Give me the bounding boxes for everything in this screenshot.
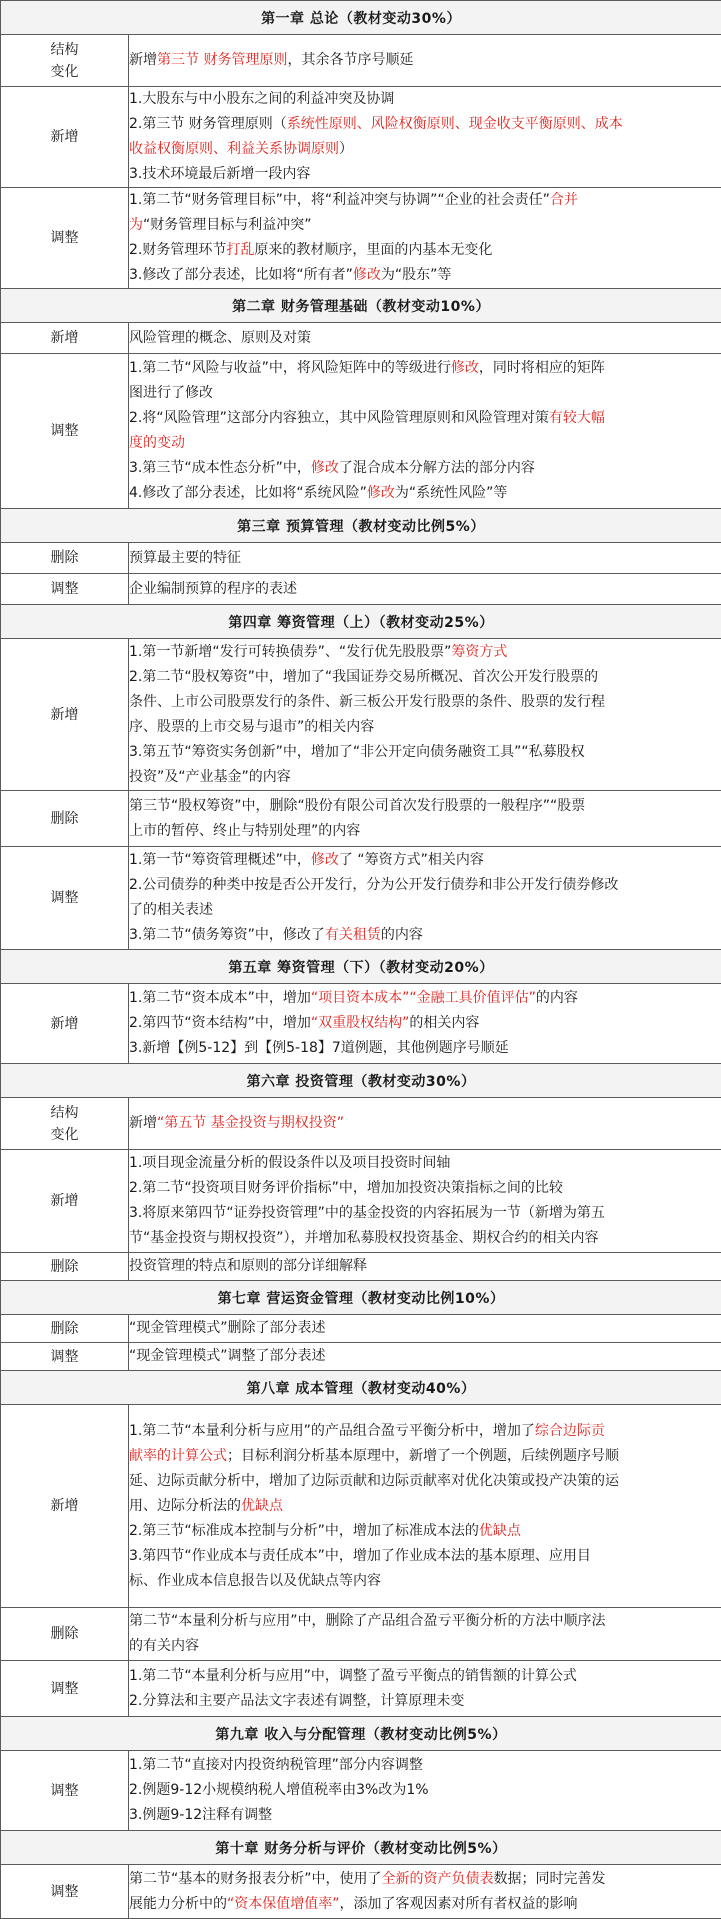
category-label: 新增 — [1, 1495, 128, 1517]
content-text: 3.第四节“作业成本与责任成本”中，增加了作业成本法的基本原理、应用目 — [129, 1548, 591, 1564]
highlighted-text: “资本保值增值率” — [227, 1896, 340, 1912]
change-row — [1, 87, 721, 188]
category-label: 变化 — [1, 1124, 128, 1146]
content-text: 新增 — [129, 1115, 157, 1131]
content-line — [129, 1609, 721, 1634]
change-content — [129, 1098, 721, 1150]
category-label: 调整 — [1, 1346, 128, 1368]
content-text: 第三节“股权筹资”中，删除“股份有限公司首次发行股票的一般程序”“股票 — [129, 798, 585, 814]
chapter-title: 第四章 筹资管理（上）（教材变动25%） — [1, 605, 721, 639]
highlighted-text: 收益权衡原则、利益关系协调原则 — [129, 141, 339, 157]
change-category — [1, 87, 129, 188]
content-line — [129, 1444, 721, 1469]
change-category — [1, 1315, 129, 1343]
highlighted-text: “项目资本成本”“金融工具价值评估” — [311, 990, 536, 1006]
content-text: 1.大股东与中小股东之间的利益冲突及协调 — [129, 91, 394, 107]
change-row — [1, 984, 721, 1064]
content-text: ） — [339, 141, 353, 157]
chapter-header-row — [1, 289, 721, 323]
chapter-title: 第九章 收入与分配管理（教材变动比例5%） — [1, 1717, 721, 1751]
content-text: 节“基金投资与期权投资”），并增加私募股权投资基金、期权合约的相关内容 — [129, 1230, 599, 1246]
content-line — [129, 577, 721, 602]
content-line — [129, 456, 721, 481]
highlighted-text: 综合边际贡 — [535, 1423, 605, 1439]
content-text: 了 “筹资方式”相关内容 — [339, 852, 484, 868]
content-line — [129, 356, 721, 381]
change-category — [1, 574, 129, 605]
content-text: 2.第二节“投资项目财务评价指标”中，增加加投资决策指标之间的比较 — [129, 1180, 563, 1196]
content-text: 2.第四节“资本结构”中，增加 — [129, 1015, 311, 1031]
content-text: ；目标利润分析基本原理中，新增了一个例题，后续例题序号顺 — [227, 1448, 619, 1464]
content-line — [129, 381, 721, 406]
content-line — [129, 1176, 721, 1201]
content-line — [129, 1867, 721, 1892]
category-label: 调整 — [1, 1881, 128, 1903]
change-content — [129, 1315, 721, 1343]
content-line — [129, 137, 721, 162]
highlighted-text: 打乱 — [226, 242, 254, 258]
content-text: 延、边际贡献分析中，增加了边际贡献和边际贡献率对优化决策或投产决策的运 — [129, 1473, 619, 1489]
content-text: 1.第一节“筹资管理概述”中， — [129, 852, 311, 868]
change-category — [1, 1751, 129, 1831]
chapter-title: 第八章 成本管理（教材变动40%） — [1, 1371, 721, 1405]
highlighted-text: 优缺点 — [241, 1498, 283, 1514]
category-label: 结构 — [1, 39, 128, 61]
content-line — [129, 162, 721, 187]
content-line — [129, 263, 721, 288]
chapter-header-row — [1, 1, 721, 35]
content-line — [129, 740, 721, 765]
highlighted-text: 有关租赁 — [325, 927, 381, 943]
content-text: 3.第三节“成本性态分析”中， — [129, 460, 311, 476]
change-content — [129, 574, 721, 605]
change-category — [1, 323, 129, 354]
change-row — [1, 791, 721, 847]
content-line — [129, 1111, 721, 1136]
change-content — [129, 188, 721, 289]
chapter-header-row — [1, 1064, 721, 1098]
change-row — [1, 188, 721, 289]
content-line — [129, 1469, 721, 1494]
category-label: 调整 — [1, 420, 128, 442]
category-label: 调整 — [1, 887, 128, 909]
highlighted-text: 有较大幅 — [549, 410, 605, 426]
content-line — [129, 1664, 721, 1689]
highlighted-text: 修改 — [451, 360, 479, 376]
highlighted-text: 献率的计算公式 — [129, 1448, 227, 1464]
content-text: 原来的教材顺序，里面的内基本无变化 — [254, 242, 492, 258]
change-row — [1, 639, 721, 791]
change-content — [129, 354, 721, 509]
content-text: 图进行了修改 — [129, 385, 213, 401]
category-label: 结构 — [1, 1102, 128, 1124]
change-category — [1, 1150, 129, 1253]
content-text: 1.第二节“资本成本”中，增加 — [129, 990, 311, 1006]
chapter-title: 第三章 预算管理（教材变动比例5%） — [1, 509, 721, 543]
change-row — [1, 847, 721, 950]
content-line — [129, 1226, 721, 1251]
change-content — [129, 87, 721, 188]
category-label: 删除 — [1, 808, 128, 830]
chapter-header-row — [1, 1717, 721, 1751]
change-category — [1, 791, 129, 847]
content-text: 企业编制预算的程序的表述 — [129, 581, 297, 597]
content-line — [129, 1892, 721, 1917]
change-row — [1, 35, 721, 87]
content-text: 2.第二节“股权筹资”中，增加了“我国证券交易所概况、首次公开发行股票的 — [129, 669, 598, 685]
content-text: 第二节“本量利分析与应用”中，删除了产品组合盈亏平衡分析的方法中顺序法 — [129, 1613, 606, 1629]
content-text: 为“股东”等 — [381, 267, 452, 283]
content-text: 3.将原来第四节“证券投资管理”中的基金投资的内容拓展为一节（新增为第五 — [129, 1205, 605, 1221]
change-category — [1, 1405, 129, 1608]
category-label: 调整 — [1, 1780, 128, 1802]
change-content — [129, 1608, 721, 1661]
content-text: 2.公司债券的种类中按是否公开发行，分为公开发行债券和非公开发行债券修改 — [129, 877, 618, 893]
change-row — [1, 574, 721, 605]
content-text: 预算最主要的特征 — [129, 550, 241, 566]
change-category — [1, 847, 129, 950]
content-text: ，同时将相应的矩阵 — [479, 360, 605, 376]
change-row — [1, 354, 721, 509]
content-text: 4.修改了部分表述，比如将“系统风险” — [129, 485, 367, 501]
content-text: 投资”及“产业基金”的内容 — [129, 769, 291, 785]
chapter-header-row — [1, 1831, 721, 1865]
content-text: 标、作业成本信息报告以及优缺点等内容 — [129, 1573, 381, 1589]
chapter-title: 第七章 营运资金管理（教材变动比例10%） — [1, 1281, 721, 1315]
highlighted-text: 筹资方式 — [451, 644, 507, 660]
content-text: 3.第五节“筹资实务创新”中，增加了“非公开定向债务融资工具”“私募股权 — [129, 744, 585, 760]
content-line — [129, 1494, 721, 1519]
change-content — [129, 984, 721, 1064]
chapter-header-row — [1, 605, 721, 639]
content-text: 数据；同时完善发 — [494, 1871, 606, 1887]
change-category — [1, 188, 129, 289]
chapter-header-row — [1, 1281, 721, 1315]
change-row — [1, 1661, 721, 1717]
category-label: 变化 — [1, 61, 128, 83]
content-text: 1.项目现金流量分析的假设条件以及项目投资时间轴 — [129, 1155, 450, 1171]
category-label: 新增 — [1, 327, 128, 349]
content-line — [129, 665, 721, 690]
change-row — [1, 1751, 721, 1831]
chapter-header-row — [1, 1371, 721, 1405]
category-label: 新增 — [1, 704, 128, 726]
change-content — [129, 791, 721, 847]
content-text: 3.例题9-12注释有调整 — [129, 1807, 272, 1823]
highlighted-text: 修改 — [353, 267, 381, 283]
category-label: 删除 — [1, 547, 128, 569]
change-category — [1, 1098, 129, 1150]
change-category — [1, 1661, 129, 1717]
content-line — [129, 819, 721, 844]
content-text: 1.第二节“风险与收益”中，将风险矩阵中的等级进行 — [129, 360, 451, 376]
category-label: 调整 — [1, 1678, 128, 1700]
content-line — [129, 431, 721, 456]
content-line — [129, 1803, 721, 1828]
change-category — [1, 35, 129, 87]
highlighted-text: 修改 — [311, 460, 339, 476]
content-text: 第二节“基本的财务报表分析”中，使用了 — [129, 1871, 382, 1887]
content-line — [129, 986, 721, 1011]
change-row — [1, 1608, 721, 1661]
chapter-title: 第六章 投资管理（教材变动30%） — [1, 1064, 721, 1098]
content-line — [129, 481, 721, 506]
category-label: 调整 — [1, 578, 128, 600]
change-category — [1, 1253, 129, 1281]
content-text: 条件、上市公司股票发行的条件、新三板公开发行股票的条件、股票的发行程 — [129, 694, 605, 710]
highlighted-text: 优缺点 — [479, 1523, 521, 1539]
highlighted-text: 全新的资产负债表 — [382, 1871, 494, 1887]
content-text: 2.分算法和主要产品法文字表述有调整，计算原理未变 — [129, 1693, 464, 1709]
chapter-header-row — [1, 509, 721, 543]
category-label: 新增 — [1, 126, 128, 148]
content-text: “现金管理模式”调整了部分表述 — [129, 1348, 326, 1364]
content-text: 为“系统性风险”等 — [395, 485, 508, 501]
content-line — [129, 1201, 721, 1226]
content-line — [129, 1011, 721, 1036]
change-row — [1, 323, 721, 354]
category-label: 删除 — [1, 1256, 128, 1278]
content-line — [129, 1778, 721, 1803]
chapter-title: 第一章 总论（教材变动30%） — [1, 1, 721, 35]
content-line — [129, 48, 721, 73]
highlighted-text: 合并 — [550, 192, 578, 208]
change-content — [129, 543, 721, 574]
chapter-title: 第十章 财务分析与评价（教材变动比例5%） — [1, 1831, 721, 1865]
content-text: 3.修改了部分表述，比如将“所有者” — [129, 267, 353, 283]
change-content — [129, 1253, 721, 1281]
content-text: 风险管理的概念、原则及对策 — [129, 330, 311, 346]
change-content — [129, 1865, 721, 1919]
chapter-title: 第二章 财务管理基础（教材变动10%） — [1, 289, 721, 323]
content-line — [129, 640, 721, 665]
highlighted-text: “双重股权结构” — [311, 1015, 410, 1031]
content-text: 了的相关表述 — [129, 902, 213, 918]
highlighted-text: 修改 — [311, 852, 339, 868]
content-line — [129, 546, 721, 571]
content-text: 展能力分析中的 — [129, 1896, 227, 1912]
content-text: 3.第二节“债务筹资”中，修改了 — [129, 927, 325, 943]
content-line — [129, 873, 721, 898]
change-category — [1, 1343, 129, 1371]
chapter-title: 第五章 筹资管理（下）（教材变动20%） — [1, 950, 721, 984]
category-label: 删除 — [1, 1318, 128, 1340]
highlighted-text: 为 — [129, 217, 143, 233]
content-line — [129, 213, 721, 238]
change-category — [1, 543, 129, 574]
highlighted-text: 系统性原则、风险权衡原则、现金收支平衡原则、成本 — [287, 116, 623, 132]
content-text: 2.例题9-12小规模纳税人增值税率由3%改为1% — [129, 1782, 429, 1798]
change-category — [1, 639, 129, 791]
highlighted-text: “第五节 基金投资与期权投资” — [157, 1115, 344, 1131]
chapter-header-row — [1, 950, 721, 984]
category-label: 新增 — [1, 1013, 128, 1035]
content-line — [129, 1753, 721, 1778]
content-text: 2.第三节“标准成本控制与分析”中，增加了标准成本法的 — [129, 1523, 479, 1539]
content-text: 的相关内容 — [409, 1015, 479, 1031]
content-line — [129, 406, 721, 431]
change-category — [1, 984, 129, 1064]
change-category — [1, 1865, 129, 1919]
content-text: 1.第二节“本量利分析与应用”中，调整了盈亏平衡点的销售额的计算公式 — [129, 1668, 577, 1684]
content-text: 1.第二节“财务管理目标”中，将“利益冲突与协调”“企业的社会责任” — [129, 192, 550, 208]
change-content — [129, 1150, 721, 1253]
content-line — [129, 1151, 721, 1176]
content-line — [129, 1544, 721, 1569]
content-text: 的内容 — [381, 927, 423, 943]
change-content — [129, 1751, 721, 1831]
content-line — [129, 690, 721, 715]
content-line — [129, 112, 721, 137]
highlighted-text: 度的变动 — [129, 435, 185, 451]
content-line — [129, 848, 721, 873]
highlighted-text: 第三节 财务管理原则 — [157, 52, 287, 68]
content-text: 1.第二节“本量利分析与应用”的产品组合盈亏平衡分析中，增加了 — [129, 1423, 535, 1439]
change-content — [129, 1343, 721, 1371]
content-line — [129, 1036, 721, 1061]
change-row — [1, 1098, 721, 1150]
content-line — [129, 1569, 721, 1594]
change-content — [129, 639, 721, 791]
content-text: 新增 — [129, 52, 157, 68]
change-row — [1, 1343, 721, 1371]
category-label: 调整 — [1, 227, 128, 249]
change-row — [1, 1253, 721, 1281]
changes-table-body — [1, 1, 721, 1919]
content-text: 上市的暂停、终止与特别处理”的内容 — [129, 823, 360, 839]
content-text: “财务管理目标与利益冲突” — [143, 217, 312, 233]
content-line — [129, 1689, 721, 1714]
content-text: ，其余各节序号顺延 — [287, 52, 413, 68]
content-line — [129, 765, 721, 790]
content-line — [129, 326, 721, 351]
content-text: 3.新增【例5-12】到【例5-18】7道例题，其他例题序号顺延 — [129, 1040, 509, 1056]
change-content — [129, 847, 721, 950]
change-row — [1, 1315, 721, 1343]
change-content — [129, 1661, 721, 1717]
change-content — [129, 1405, 721, 1608]
content-line — [129, 1634, 721, 1659]
change-category — [1, 1608, 129, 1661]
content-text: 的有关内容 — [129, 1638, 199, 1654]
content-line — [129, 1344, 721, 1369]
change-category — [1, 354, 129, 509]
content-text: 投资管理的特点和原则的部分详细解释 — [129, 1258, 367, 1274]
content-line — [129, 898, 721, 923]
content-line — [129, 794, 721, 819]
content-text: 序、股票的上市交易与退市”的相关内容 — [129, 719, 374, 735]
content-text: 3.技术环境最后新增一段内容 — [129, 166, 310, 182]
content-text: ，添加了客观因素对所有者权益的影响 — [340, 1896, 578, 1912]
content-text: 用、边际分析法的 — [129, 1498, 241, 1514]
content-line — [129, 923, 721, 948]
content-text: 2.财务管理环节 — [129, 242, 226, 258]
content-line — [129, 87, 721, 112]
content-line — [129, 1519, 721, 1544]
highlighted-text: 修改 — [367, 485, 395, 501]
content-text: 的内容 — [536, 990, 578, 1006]
category-label: 删除 — [1, 1623, 128, 1645]
content-line — [129, 238, 721, 263]
change-row — [1, 1405, 721, 1608]
content-text: 1.第二节“直接对内投资纳税管理”部分内容调整 — [129, 1757, 423, 1773]
category-label: 新增 — [1, 1190, 128, 1212]
content-line — [129, 1254, 721, 1279]
change-row — [1, 1150, 721, 1253]
content-line — [129, 1419, 721, 1444]
change-content — [129, 323, 721, 354]
content-line — [129, 1316, 721, 1341]
content-text: “现金管理模式”删除了部分表述 — [129, 1320, 326, 1336]
content-text: 2.将“风险管理”这部分内容独立，其中风险管理原则和风险管理对策 — [129, 410, 549, 426]
content-line — [129, 188, 721, 213]
content-text: 1.第一节新增“发行可转换债券”、“发行优先股股票” — [129, 644, 451, 660]
change-row — [1, 543, 721, 574]
content-text: 2.第三节 财务管理原则（ — [129, 116, 287, 132]
content-line — [129, 715, 721, 740]
content-text: 了混合成本分解方法的部分内容 — [339, 460, 535, 476]
change-row — [1, 1865, 721, 1919]
change-content — [129, 35, 721, 87]
